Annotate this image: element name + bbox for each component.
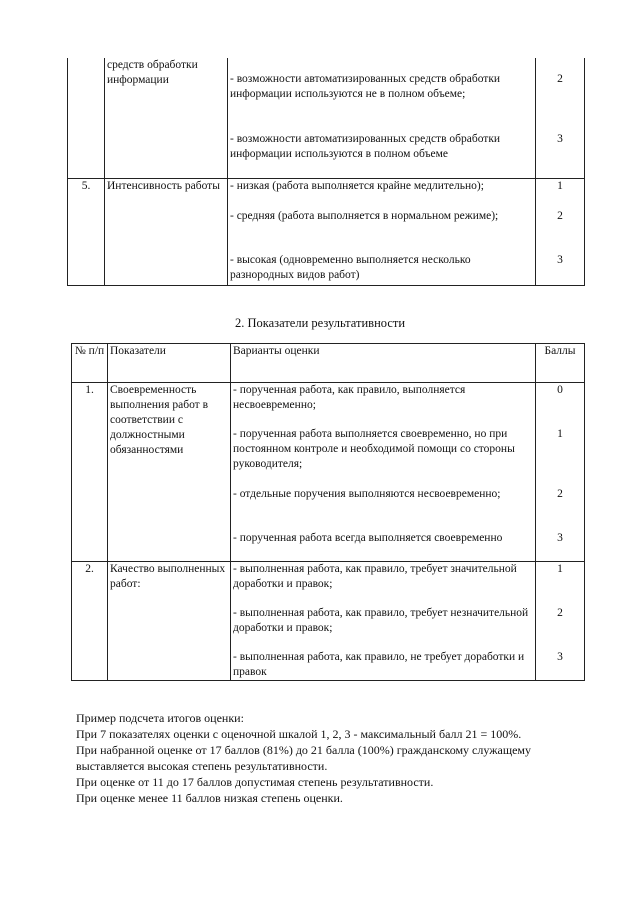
section-title: 2. Показатели результативности [234, 316, 406, 330]
performance-table [71, 343, 585, 681]
score-value: 3 [557, 133, 563, 145]
option-text: - возможности автоматизированных средств обработки информации используются не в полном объеме; [230, 73, 501, 100]
option-text: - порученная работа всегда выполняется своевременно [233, 532, 503, 544]
option-text: - возможности автоматизированных средств обработки информации используются в полном объеме [230, 133, 501, 160]
option-text: - средняя (работа выполняется в нормальном режиме); [230, 210, 499, 222]
options-cell [231, 562, 536, 681]
score-cell [536, 179, 585, 286]
table-row [68, 179, 585, 286]
options-cell [228, 179, 536, 286]
option-text: - выполненная работа, как правило, не требует доработки и правок [233, 651, 525, 678]
score-cell [536, 562, 585, 681]
indicator-name: средств обработки информации [105, 58, 228, 179]
row-number [68, 58, 105, 179]
indicator-name: Качество выполненных работ: [108, 562, 231, 681]
score-value: 1 [557, 180, 563, 192]
score-value: 2 [557, 607, 563, 619]
footer-line: При набранной оценке от 17 баллов (81%) до 21 балла (100%) гражданскому служащему [76, 743, 531, 757]
options-cell [231, 383, 536, 562]
row-number: 1. [72, 383, 108, 562]
options-cell [228, 58, 536, 179]
score-value: 2 [557, 210, 563, 222]
score-value: 2 [557, 488, 563, 500]
option-text: - отдельные поручения выполняются несвоевременно; [233, 488, 501, 500]
score-value: 0 [557, 384, 563, 396]
option-text: - порученная работа, как правило, выполняется несвоевременно; [233, 384, 466, 411]
table-row [68, 58, 585, 179]
header-indicator: Показатели [108, 344, 231, 383]
footer-line: При оценке менее 11 баллов низкая степень оценки. [76, 791, 343, 805]
score-value: 3 [557, 254, 563, 266]
row-number: 5. [68, 179, 105, 286]
option-text: - выполненная работа, как правило, требует значительной доработки и правок; [233, 563, 517, 590]
option-text [230, 58, 533, 72]
header-options: Варианты оценки [231, 344, 536, 383]
score-value: 2 [557, 73, 563, 85]
footer-line: При оценке от 11 до 17 баллов допустимая степень результативности. [76, 775, 434, 789]
score-cell [536, 383, 585, 562]
score-value: 1 [557, 563, 563, 575]
indicator-name: Своевременность выполнения работ в соответствии с должностными обязанностями [108, 383, 231, 562]
header-num: № п/п [72, 344, 108, 383]
footer-line: При 7 показателях оценки с оценочной шкалой 1, 2, 3 - максимальный балл 21 = 100%. [76, 727, 522, 741]
option-text: - высокая (одновременно выполняется несколько разнородных видов работ) [230, 254, 471, 281]
table-row [72, 383, 585, 562]
scoring-example [76, 710, 616, 806]
footer-line: Пример подсчета итогов оценки: [76, 711, 244, 725]
row-number: 2. [72, 562, 108, 681]
table-header-row [72, 344, 585, 383]
option-text: - выполненная работа, как правило, требует незначительной доработки и правок; [233, 607, 529, 634]
option-text: - порученная работа выполняется своевременно, но при постоянном контроле и необходимой помощи со стороны руководителя; [233, 428, 515, 470]
score-value [538, 58, 582, 72]
header-score: Баллы [536, 344, 585, 383]
score-cell [536, 58, 585, 179]
footer-line: выставляется высокая степень результативности. [76, 759, 328, 773]
score-value: 3 [557, 532, 563, 544]
table-row [72, 562, 585, 681]
score-value: 3 [557, 651, 563, 663]
criteria-table-continued [67, 58, 585, 286]
option-text: - низкая (работа выполняется крайне медлительно); [230, 180, 484, 192]
score-value: 1 [557, 428, 563, 440]
indicator-name: Интенсивность работы [105, 179, 228, 286]
